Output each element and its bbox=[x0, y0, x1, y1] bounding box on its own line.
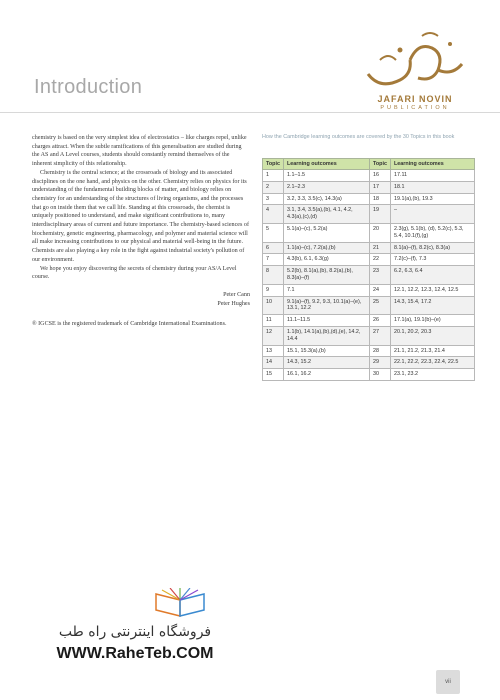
topic-cell: 5 bbox=[263, 223, 284, 242]
outcome-cell: 9.1(a)–(f), 9.2, 9.3, 10.1(a)–(e), 13.1, 12.2 bbox=[283, 296, 369, 315]
outcome-cell: 4.3(b), 6.1, 6.3(g) bbox=[283, 254, 369, 266]
table-row bbox=[263, 242, 475, 254]
table-row bbox=[263, 369, 475, 381]
topic-cell: 2 bbox=[263, 181, 284, 193]
topic-cell: 3 bbox=[263, 193, 284, 205]
topic-cell: 26 bbox=[369, 315, 390, 327]
table-row bbox=[263, 193, 475, 205]
outcome-cell: 1.1(b), 14.1(a),(b),(d),(e), 14.2, 14.4 bbox=[283, 326, 369, 345]
outcome-cell: 12.1, 12.2, 12.3, 12.4, 12.5 bbox=[390, 284, 474, 296]
outcome-cell: 17.1(a), 19.1(b)–(e) bbox=[390, 315, 474, 327]
store-name: فروشگاه اینترنتی راه طب bbox=[58, 624, 212, 640]
table-row bbox=[263, 345, 475, 357]
topic-cell: 24 bbox=[369, 284, 390, 296]
page-number: vii bbox=[436, 670, 460, 694]
outcome-cell: 16.1, 16.2 bbox=[283, 369, 369, 381]
outcome-cell: 17.11 bbox=[390, 170, 474, 182]
topic-cell: 16 bbox=[369, 170, 390, 182]
learning-outcomes-table bbox=[262, 158, 475, 381]
outcome-cell: 5.1(a)–(c), 5.2(a) bbox=[283, 223, 369, 242]
author-signature: Peter Cann bbox=[223, 291, 250, 298]
outcome-cell: 14.3, 15.4, 17.2 bbox=[390, 296, 474, 315]
table-row bbox=[263, 170, 475, 182]
outcome-cell: 1.1(a)–(c), 7.2(a),(b) bbox=[283, 242, 369, 254]
outcome-cell: 23.1, 23.2 bbox=[390, 369, 474, 381]
outcome-cell: 5.2(b), 8.1(a),(b), 8.2(a),(b), 8.3(a)–(f) bbox=[283, 266, 369, 285]
topic-cell: 29 bbox=[369, 357, 390, 369]
open-book-icon bbox=[150, 588, 210, 618]
outcome-cell: 1.1–1.5 bbox=[283, 170, 369, 182]
outcome-cell: 22.1, 22.2, 22.3, 22.4, 22.5 bbox=[390, 357, 474, 369]
topic-cell: 8 bbox=[263, 266, 284, 285]
author-signature: Peter Hughes bbox=[217, 300, 250, 307]
topic-cell: 11 bbox=[263, 315, 284, 327]
topic-cell: 27 bbox=[369, 326, 390, 345]
table-caption: How the Cambridge learning outcomes are covered by the 30 Topics in this book bbox=[262, 134, 455, 140]
logo-subtitle: PUBLICATION bbox=[380, 105, 450, 111]
outcome-cell: 20.1, 20.2, 20.3 bbox=[390, 326, 474, 345]
topic-cell: 10 bbox=[263, 296, 284, 315]
outcome-cell: 15.1, 15.3(a),(b) bbox=[283, 345, 369, 357]
table-row bbox=[263, 357, 475, 369]
publisher-logo bbox=[352, 30, 478, 125]
intro-text-column bbox=[32, 134, 250, 329]
table-row bbox=[263, 223, 475, 242]
page-title: Introduction bbox=[34, 76, 143, 98]
topic-cell: 4 bbox=[263, 205, 284, 224]
table-row bbox=[263, 266, 475, 285]
column-header: Learning outcomes bbox=[390, 159, 474, 170]
outcome-cell: 11.1–11.5 bbox=[283, 315, 369, 327]
outcome-cell: 18.1 bbox=[390, 181, 474, 193]
table-row bbox=[263, 296, 475, 315]
outcome-cell: 2.1–2.3 bbox=[283, 181, 369, 193]
table-row bbox=[263, 326, 475, 345]
topic-cell: 15 bbox=[263, 369, 284, 381]
outcome-cell: 19.1(a),(b), 19.3 bbox=[390, 193, 474, 205]
table-row bbox=[263, 284, 475, 296]
outcome-cell: 8.1(a)–(f), 8.2(c), 8.3(a) bbox=[390, 242, 474, 254]
topic-cell: 23 bbox=[369, 266, 390, 285]
topic-cell: 12 bbox=[263, 326, 284, 345]
outcome-cell: 14.3, 15.2 bbox=[283, 357, 369, 369]
topic-cell: 25 bbox=[369, 296, 390, 315]
logo-brand: JAFARI NOVIN bbox=[377, 94, 453, 104]
outcome-cell: 3.1, 3.4, 3.5(a),(b), 4.1, 4.2, 4.3(a),(c),(d) bbox=[283, 205, 369, 224]
topic-cell: 1 bbox=[263, 170, 284, 182]
topic-cell: 14 bbox=[263, 357, 284, 369]
table-row bbox=[263, 181, 475, 193]
paragraph: Chemistry is the central science; at the crossroads of biology and its associated disciplines on the one hand, and physics on the other. Chemistry relies on physics for its understanding of the fundamental building blocks of matter, and biology relies on chemistry for an understanding of the structures of living organisms, and the processes that go on inside them that we call life. Standing at this crossroads, the chemist is uniquely positioned to understand, and make significant contributions to, many interdisciplinary areas of current and future importance. The chemistry-based sciences of biochemistry, genetic engineering, pharmacology, and polymer and material science will all make increasing contributions to our physical and material well-being in the future. Chemists are also playing a key role in the fight against industrial society's pollution of our environment. bbox=[32, 169, 249, 263]
paragraph: We hope you enjoy discovering the secrets of chemistry during your AS/A Level course. bbox=[32, 265, 237, 281]
outcome-cell: 7.2(c)–(f), 7.3 bbox=[390, 254, 474, 266]
topic-cell: 19 bbox=[369, 205, 390, 224]
topic-cell: 21 bbox=[369, 242, 390, 254]
store-url[interactable]: WWW.RaheTeb.COM bbox=[56, 645, 214, 662]
topic-cell: 6 bbox=[263, 242, 284, 254]
topic-cell: 28 bbox=[369, 345, 390, 357]
topic-cell: 22 bbox=[369, 254, 390, 266]
topic-cell: 18 bbox=[369, 193, 390, 205]
column-header: Topic bbox=[263, 159, 284, 170]
outcome-cell: 3.2, 3.3, 3.5(c), 14.3(a) bbox=[283, 193, 369, 205]
table-row bbox=[263, 205, 475, 224]
column-header: Learning outcomes bbox=[283, 159, 369, 170]
topic-cell: 20 bbox=[369, 223, 390, 242]
table-header-row bbox=[263, 159, 475, 170]
topic-cell: 17 bbox=[369, 181, 390, 193]
trademark-footnote: ® IGCSE is the registered trademark of Cambridge International Examinations. bbox=[32, 321, 227, 328]
table-row bbox=[263, 254, 475, 266]
paragraph: chemistry is based on the very simplest idea of electrostatics – like charges repel, unlike charges attract. When the subtle ramifications of this generalisation are studied during the AS and A Level courses, students should constantly remind themselves of the inherent simplicity of this relationship. bbox=[32, 135, 247, 168]
table-row bbox=[263, 315, 475, 327]
column-header: Topic bbox=[369, 159, 390, 170]
outcome-cell: 21.1, 21.2, 21.3, 21.4 bbox=[390, 345, 474, 357]
topic-cell: 7 bbox=[263, 254, 284, 266]
outcome-cell: 7.1 bbox=[283, 284, 369, 296]
topic-cell: 30 bbox=[369, 369, 390, 381]
outcome-cell: 6.2, 6.3, 6.4 bbox=[390, 266, 474, 285]
outcome-cell: – bbox=[390, 205, 474, 224]
topic-cell: 13 bbox=[263, 345, 284, 357]
topic-cell: 9 bbox=[263, 284, 284, 296]
publisher-emblem-icon bbox=[360, 30, 470, 96]
outcome-cell: 2.3(g), 5.1(b), (d), 5.2(c), 5.3, 5.4, 10.1(f),(g) bbox=[390, 223, 474, 242]
